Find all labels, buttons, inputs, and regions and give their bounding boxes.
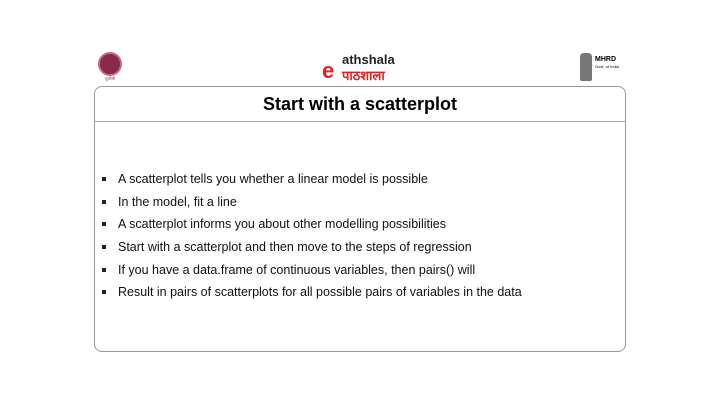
ugc-logo: यूजीसी	[94, 52, 126, 90]
mhrd-logo: MHRD Govt. of India	[580, 53, 630, 87]
list-item: Result in pairs of scatterplots for all possible pairs of variables in the data	[101, 281, 522, 304]
bullet-list	[101, 168, 522, 304]
list-item: If you have a data.frame of continuous variables, then pairs() will	[101, 258, 522, 281]
slide-title: Start with a scatterplot	[95, 87, 625, 122]
bullet-icon	[102, 222, 106, 226]
bullet-icon	[102, 268, 106, 272]
list-item: A scatterplot informs you about other modelling possibilities	[101, 213, 522, 236]
slide-content-box	[94, 86, 626, 352]
list-item: A scatterplot tells you whether a linear model is possible	[101, 168, 522, 191]
bullet-icon	[102, 177, 106, 181]
epathshala-logo: e athshala पाठशाला	[322, 52, 395, 83]
emblem-icon	[580, 53, 592, 81]
bullet-icon	[102, 290, 106, 294]
bullet-icon	[102, 200, 106, 204]
list-item: Start with a scatterplot and then move to the steps of regression	[101, 236, 522, 259]
list-item: In the model, fit a line	[101, 191, 522, 214]
bullet-icon	[102, 245, 106, 249]
